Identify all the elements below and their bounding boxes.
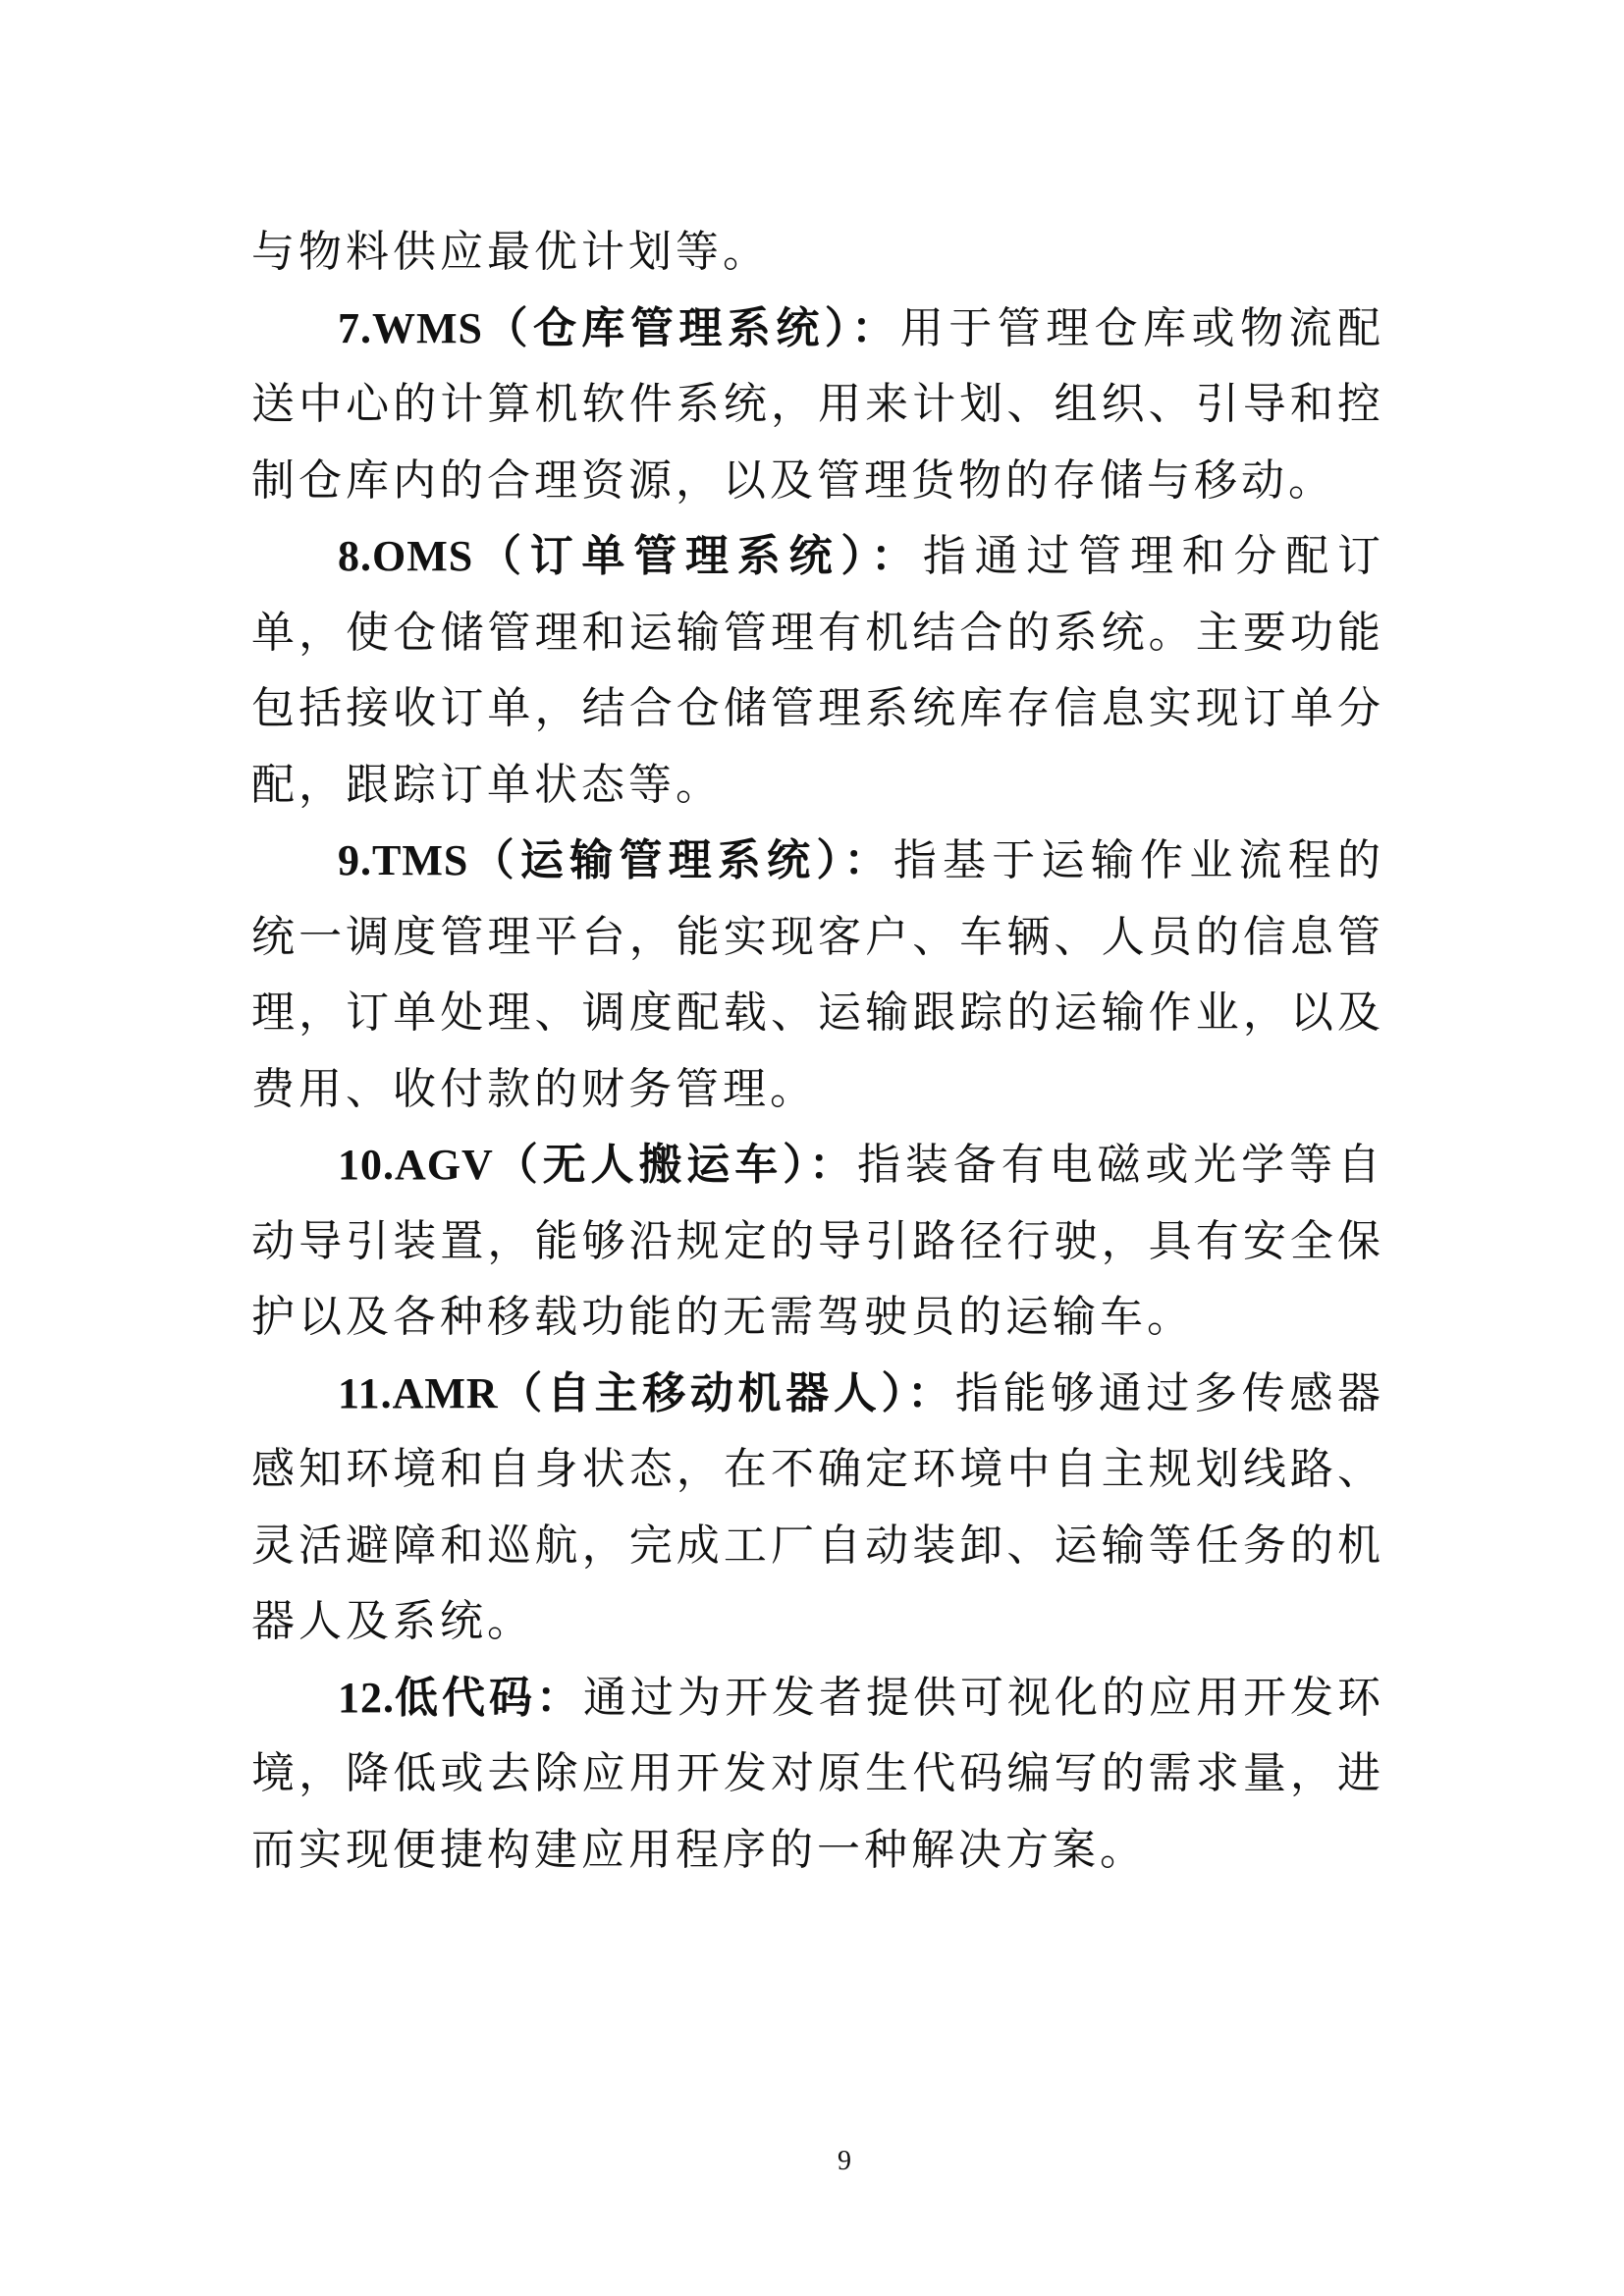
term-name: （运输管理系统）：	[468, 835, 893, 885]
term-name: （无人搬运车）：	[493, 1140, 857, 1190]
definition-text: 指能够通过多传感器感知环境和自身状态，在不确定环境中自主规划线路、灵活避障和巡航，完成工厂自动装卸、运输等任务的机器人及系统。	[251, 1367, 1385, 1646]
definition-text: 指通过管理和分配订单，使仓储管理和运输管理有机结合的系统。主要功能包括接收订单，结合仓储管理系统库存信息实现订单分配，跟踪订单状态等。	[251, 531, 1385, 810]
page-number: 9	[838, 2146, 851, 2176]
term-code: 8.OMS	[338, 532, 474, 580]
definition-low-code	[251, 1660, 1384, 1889]
definition-agv	[251, 1127, 1384, 1356]
definition-text: 指基于运输作业流程的统一调度管理平台，能实现客户、车辆、人员的信息管理，订单处理、调度配载、运输跟踪的运输作业，以及费用、收付款的财务管理。	[251, 835, 1385, 1114]
term-name: （自主移动机器人）：	[498, 1367, 955, 1418]
term-code: 11.AMR	[338, 1368, 499, 1417]
definition-text: 指装备有电磁或光学等自动导引装置，能够沿规定的导引路径行驶，具有安全保护以及各种移载功能的无需驾驶员的运输车。	[251, 1140, 1384, 1342]
definition-text: 用于管理仓库或物流配送中心的计算机软件系统，用来计划、组织、引导和控制仓库内的合理资源，以及管理货物的存储与移动。	[251, 302, 1385, 506]
term-name: （订单管理系统）：	[473, 531, 923, 581]
definition-text: 通过为开发者提供可视化的应用开发环境，降低或去除应用开发对原生代码编写的需求量，进而实现便捷构建应用程序的一种解决方案。	[251, 1672, 1384, 1875]
term-name: （仓库管理系统）：	[483, 302, 900, 353]
term-code: 10.AGV	[338, 1141, 494, 1189]
term-name: 低代码：	[395, 1672, 583, 1723]
continuation-paragraph: 与物料供应最优计划等。	[251, 227, 770, 277]
term-code: 7.WMS	[338, 303, 483, 352]
document-body	[251, 214, 1384, 1888]
definition-wms	[251, 291, 1384, 519]
definition-amr	[251, 1356, 1384, 1660]
term-code: 12.	[338, 1673, 395, 1722]
definition-oms	[251, 518, 1384, 823]
definition-tms	[251, 823, 1384, 1127]
term-code: 9.TMS	[338, 836, 469, 884]
